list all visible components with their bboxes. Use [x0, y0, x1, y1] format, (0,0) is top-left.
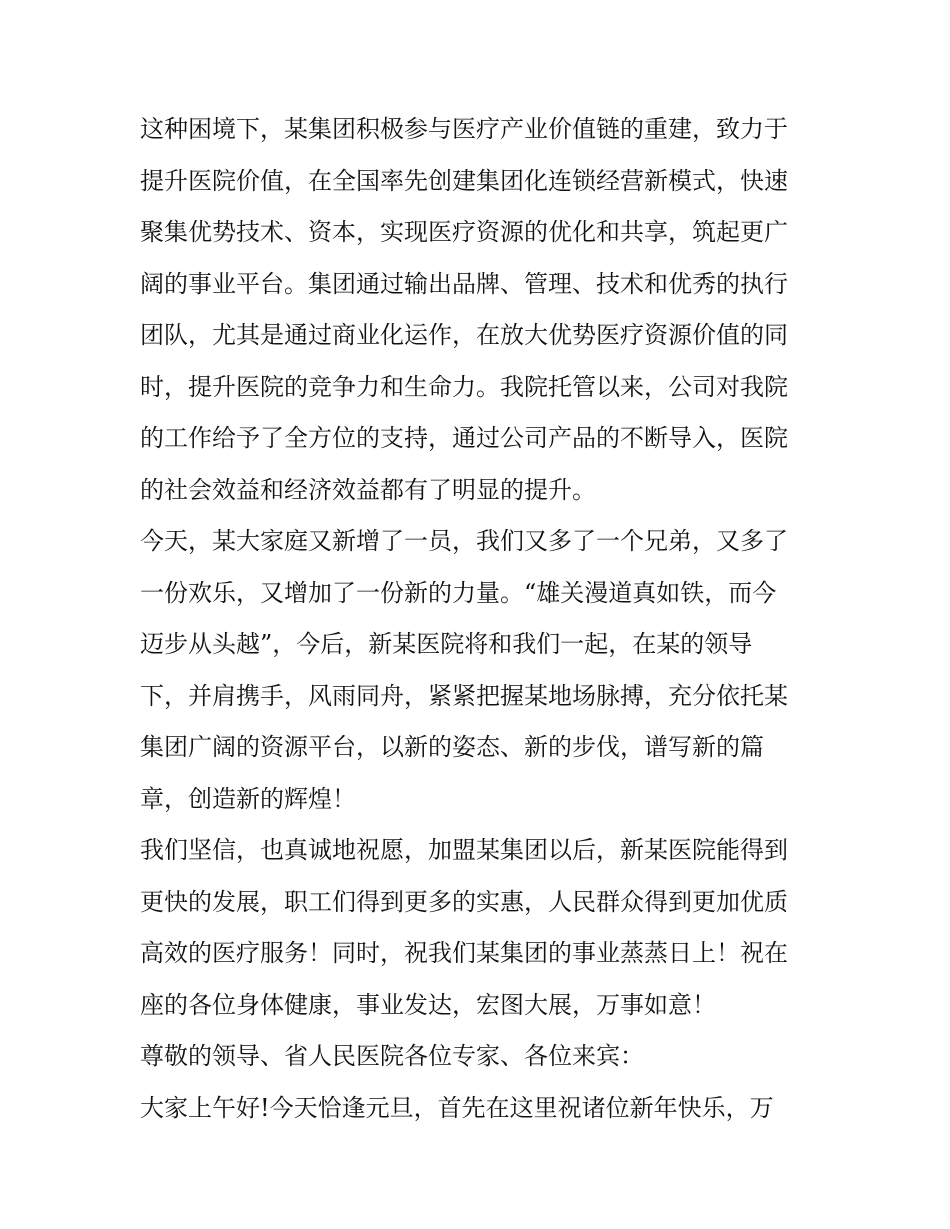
text-line: 章，创造新的辉煌！ [140, 784, 356, 813]
text-line: 团队，尤其是通过商业化运作，在放大优势医疗资源价值的同 [140, 321, 788, 349]
text-line: 集团广阔的资源平台，以新的姿态、新的步伐，谱写新的篇 [140, 733, 764, 761]
document-body [140, 104, 815, 1134]
text-line: 尊敬的领导、省人民医院各位专家、各位来宾： [140, 1042, 644, 1070]
text-line: 座的各位身体健康，事业发达，宏图大展，万事如意！ [140, 990, 716, 1019]
text-line: 我们坚信，也真诚地祝愿，加盟某集团以后，新某医院能得到 [140, 836, 788, 864]
text-line: 今天，某大家庭又新增了一员，我们又多了一个兄弟，又多了 [140, 527, 788, 555]
text-line: 这种困境下，某集团积极参与医疗产业价值链的重建，致力于 [140, 115, 788, 143]
text-line: 阔的事业平台。集团通过输出品牌、管理、技术和优秀的执行 [140, 269, 788, 298]
text-line: 提升医院价值，在全国率先创建集团化连锁经营新模式，快速 [140, 166, 788, 195]
text-line: 下，并肩携手，风雨同舟，紧紧把握某地场脉搏，充分依托某 [140, 681, 788, 710]
text-line: 的工作给予了全方位的支持，通过公司产品的不断导入，医院 [140, 424, 788, 452]
text-line: 高效的医疗服务！同时，祝我们某集团的事业蒸蒸日上！祝在 [140, 939, 788, 967]
text-line: 大家上午好!今天恰逢元旦，首先在这里祝诸位新年快乐，万 [140, 1093, 774, 1122]
text-line: 时，提升医院的竞争力和生命力。我院托管以来，公司对我院 [140, 372, 788, 401]
text-line: 聚集优势技术、资本，实现医疗资源的优化和共享，筑起更广 [140, 218, 788, 246]
text-line: 的社会效益和经济效益都有了明显的提升。 [140, 475, 596, 504]
text-line: 迈步从头越”，今后，新某医院将和我们一起，在某的领导 [140, 630, 753, 658]
text-line: 更快的发展，职工们得到更多的实惠，人民群众得到更加优质 [140, 887, 788, 916]
text-line: 一份欢乐，又增加了一份新的力量。“雄关漫道真如铁，而今 [140, 578, 777, 607]
